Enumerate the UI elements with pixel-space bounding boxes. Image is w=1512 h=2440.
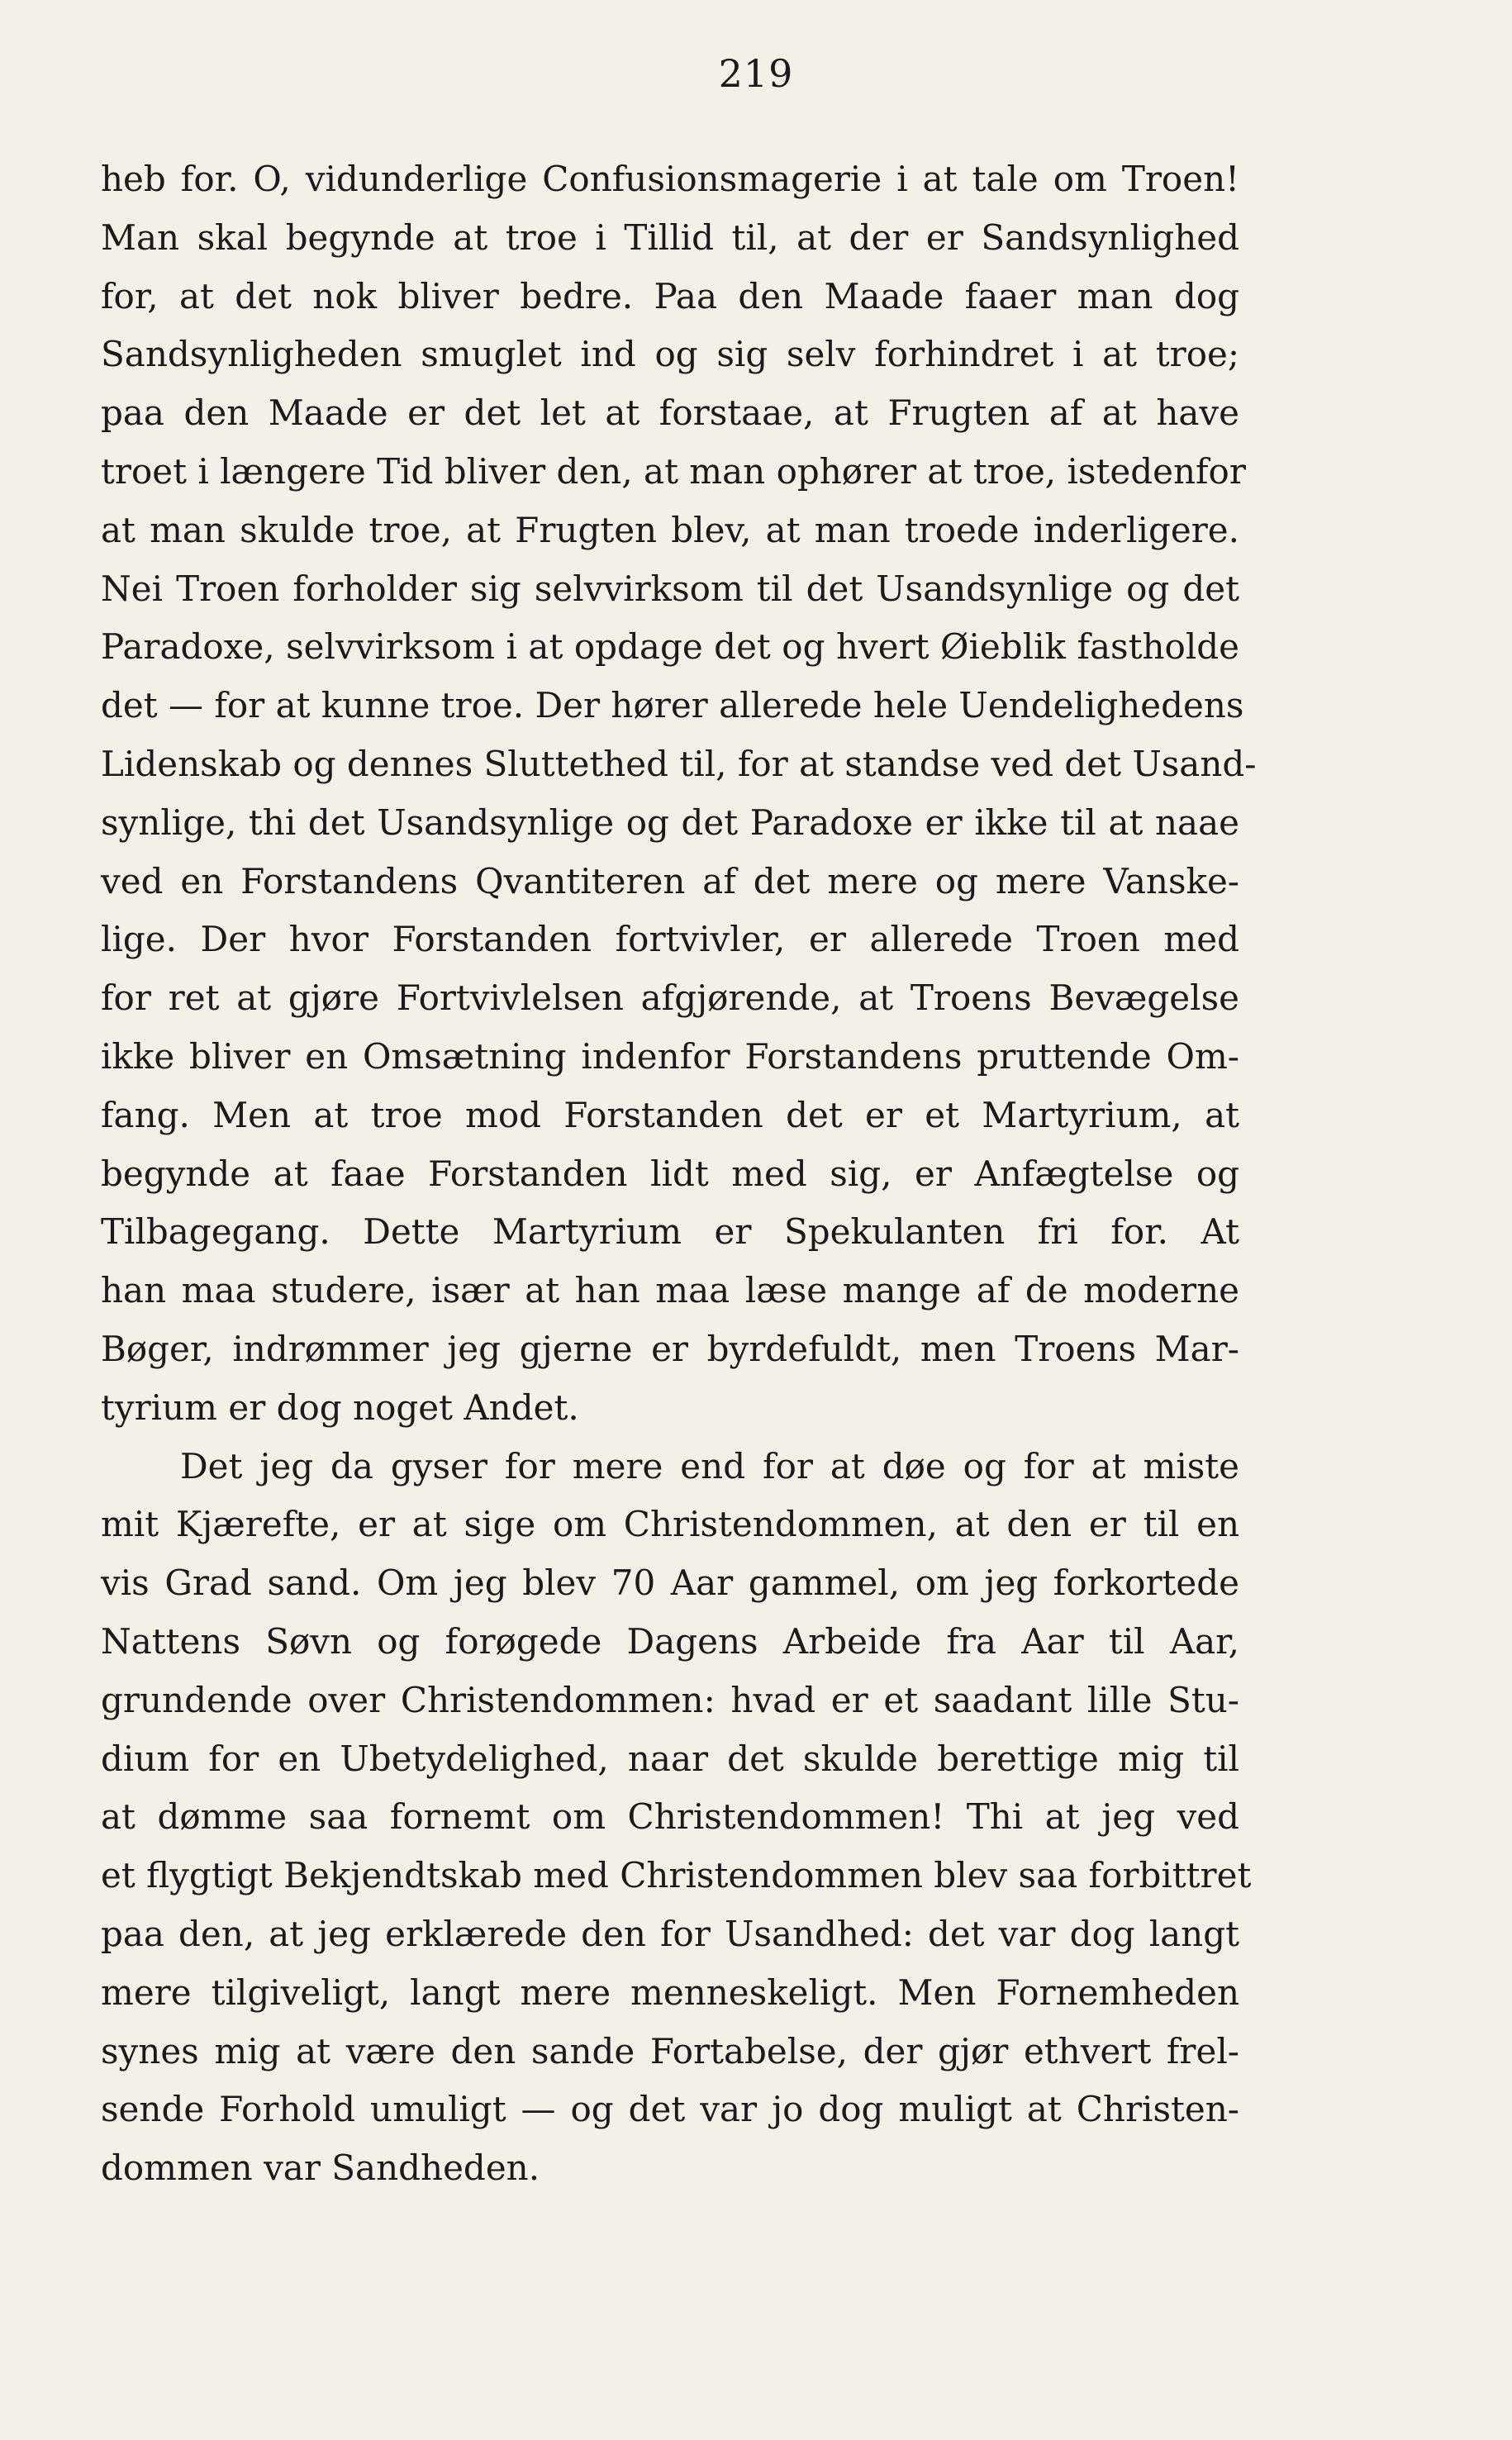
text-line: han maa studere, især at han maa læse mange af de moderne [101,1270,1239,1311]
text-line: mere tilgiveligt, langt mere menneskeligt. Men Fornemheden [101,1972,1239,2013]
text-line: Lidenskab og dennes Sluttethed til, for at standse ved det Usand- [101,743,1257,784]
text-line: at dømme saa fornemt om Christendommen! Thi at jeg ved [101,1796,1239,1838]
text-line: Bøger, indrømmer jeg gjerne er byrdefuldt, men Troens Mar- [101,1328,1239,1369]
paragraph-1 [101,150,1257,1438]
text-line: sende Forhold umuligt — og det var jo dog muligt at Christen- [101,2089,1239,2130]
body-text [101,150,1257,2198]
text-line: lige. Der hvor Forstanden fortvivler, er allerede Troen med [101,919,1239,960]
text-line: Sandsynligheden smuglet ind og sig selv forhindret i at troe; [101,334,1239,375]
text-line: Tilbagegang. Dette Martyrium er Spekulanten fri for. At [101,1211,1239,1253]
text-line: grundende over Christendommen: hvad er et saadant lille Stu- [101,1679,1239,1720]
text-line: mit Kjærefte, er at sige om Christendommen, at den er til en [101,1504,1239,1545]
text-line: Det jeg da gyser for mere end for at døe og for at miste [180,1445,1239,1486]
text-line: synes mig at være den sande Fortabelse, der gjør ethvert frel- [101,2030,1239,2071]
text-line: synlige, thi det Usandsynlige og det Paradoxe er ikke til at naae [101,801,1239,843]
text-line: tyrium er dog noget Andet. [101,1386,579,1428]
text-line: vis Grad sand. Om jeg blev 70 Aar gammel, om jeg forkortede [101,1562,1239,1604]
text-line: det — for at kunne troe. Der hører allerede hele Uendelighedens [101,685,1244,726]
text-line: paa den Maade er det let at forstaae, at Frugten af at have [101,392,1239,434]
text-line: heb for. O, vidunderlige Confusionsmagerie i at tale om Troen! [101,159,1239,199]
text-line: fang. Men at troe mod Forstanden det er et Martyrium, at [101,1094,1239,1135]
text-line: ikke bliver en Omsætning indenfor Forstandens pruttende Om- [101,1035,1239,1077]
text-line: paa den, at jeg erklærede den for Usandhed: det var dog langt [101,1913,1239,1954]
text-line: at man skulde troe, at Frugten blev, at man troede inderligere. [101,509,1239,550]
text-line: begynde at faae Forstanden lidt med sig, er Anfægtelse og [101,1153,1239,1194]
paragraph-2 [101,1438,1252,2198]
text-line: for ret at gjøre Fortvivlelsen afgjørende, at Troens Bevægelse [101,977,1239,1019]
text-line: Nei Troen forholder sig selvvirksom til det Usandsynlige og det [101,568,1239,609]
text-line: troet i længere Tid bliver den, at man ophører at troe, istedenfor [101,450,1246,492]
text-line: et flygtigt Bekjendtskab med Christendommen blev saa forbittret [101,1855,1252,1896]
page-number: 219 [718,51,794,96]
text-line: ved en Forstandens Qvantiteren af det mere og mere Vanske- [101,860,1239,901]
text-line: Man skal begynde at troe i Tillid til, at der er Sandsynlighed [101,216,1239,258]
text-line: for, at det nok bliver bedre. Paa den Maade faaer man dog [101,275,1239,316]
text-line: Nattens Søvn og forøgede Dagens Arbeide fra Aar til Aar, [101,1620,1239,1662]
text-line: dommen var Sandheden. [101,2147,540,2189]
text-line: Paradoxe, selvvirksom i at opdage det og hvert Øieblik fastholde [101,626,1239,668]
text-line: dium for en Ubetydelighed, naar det skulde berettige mig til [101,1738,1239,1779]
